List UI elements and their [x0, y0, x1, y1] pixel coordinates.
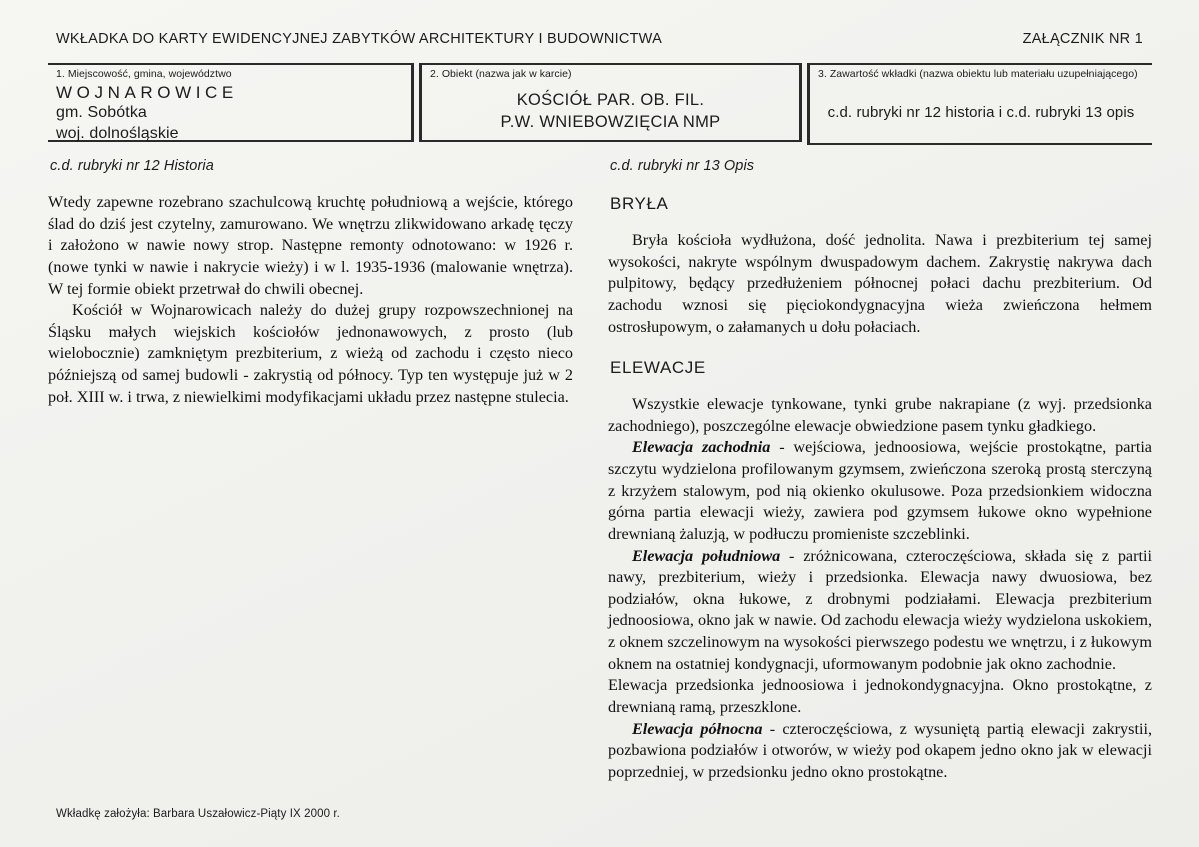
description-caption: c.d. rubryki nr 13 Opis [610, 158, 755, 174]
content-description: c.d. rubryki nr 12 historia i c.d. rubryki 13 opis [827, 104, 1135, 122]
header-cell-content-label: 3. Zawartość wkładki (nazwa obiektu lub materiału uzupełniającego) [818, 68, 1138, 80]
elevation-west-paragraph [608, 437, 1152, 545]
history-paragraph-2: Kościół w Wojnarowicach należy do dużej grupy rozpowszechnionej na Śląsku małych wiejskich kościołów jednonawowych, z prosto (lub wielobocznie) zamkniętym prezbiterium, z wieżą od zachodu i często nieco późniejszą od samej budowli - zakrystią od północy. Typ ten występuje już w 2 poł. XIII w. i trwa, z niewielkimi modyfikacjami układu przez następne stulecia. [48, 301, 573, 406]
locality-name: WOJNAROWICE [56, 83, 238, 103]
elevation-north-paragraph [608, 719, 1152, 784]
header-cell-locality-label: 1. Miejscowość, gmina, województwo [56, 68, 232, 80]
column-description [608, 158, 1152, 783]
header-cell-locality-body [56, 82, 403, 144]
elevation-south-text: - zróżnicowana, czteroczęściowa, składa się z partii nawy, prezbiterium, wieży i przedsionka. Elewacja nawy dwuosiowa, bez podziałów, okna łukowe, z drobnymi podziałami. Elewacja prezbiterium jednoosiowa, okno jak w nawie. Od zachodu elewacja wieży wydzielona uskokiem, z oknem szczelinowym na wysokości pierwszego podestu we wnętrzu, i z łukowym oknem na ostatniej kondygnacji, uformowanym podobnie jak okno zachodnie. [608, 546, 1152, 673]
history-caption: c.d. rubryki nr 12 Historia [50, 158, 214, 174]
elevation-west-runin: Elewacja zachodnia [632, 438, 771, 457]
object-name-line-1: KOŚCIÓŁ PAR. OB. FIL. [516, 91, 705, 110]
bryla-text [608, 230, 1152, 338]
footer-credit: Wkładkę założyła: Barbara Uszałowicz-Piąty IX 2000 r. [56, 808, 340, 820]
heading-elewacje: ELEWACJE [610, 358, 706, 378]
header-cell-content-body [818, 103, 1144, 123]
vestibule-paragraph: Elewacja przedsionka jednoosiowa i jednokondygnacyjna. Okno prostokątne, z drewnianą ramą, przeszklone. [608, 676, 1152, 716]
header-cell-object-label: 2. Obiekt (nazwa jak w karcie) [430, 68, 572, 80]
header-cell-locality [48, 63, 414, 142]
elevation-west-text: - wejściowa, jednoosiowa, wejście prostokątne, partia szczytu wydzielona profilowanym gzymsem, zwieńczona szeroką prostą sterczyną z krzyżem stalowym, pod nią okienko okulusowe. Poza przedsionkiem widoczna górna partia elewacji wieży, zawiera pod gzymsem łukowe okno wypełnione drewnianą żaluzją, w podłuczu promieniste szczeblinki. [608, 438, 1152, 543]
heading-bryla: BRYŁA [610, 194, 669, 213]
elevation-south-paragraph [608, 546, 1152, 676]
header-cell-object [419, 63, 802, 142]
elevation-north-runin: Elewacja północna [632, 719, 763, 738]
document-title: WKŁADKA DO KARTY EWIDENCYJNEJ ZABYTKÓW ARCHITEKTURY I BUDOWNICTWA [56, 31, 662, 47]
header-table [48, 63, 1152, 145]
elewacje-text [608, 394, 1152, 783]
header-cell-content [807, 63, 1152, 145]
header-cell-object-body [430, 90, 791, 133]
elevation-north-text: - czteroczęściowa, z wysuniętą partią elewacji zakrystii, pozbawiona podziałów i otworów, w wieży pod okapem jedno okno jak w elewacji poprzedniej, w przedsionku jedno okno prostokątne. [608, 719, 1152, 781]
elewacje-intro-paragraph: Wszystkie elewacje tynkowane, tynki grube nakrapiane (z wyj. przedsionka zachodniego), poszczególne elewacje obwiedzione pasem tynku gładkiego. [608, 395, 1152, 435]
object-name-line-2: P.W. WNIEBOWZIĘCIA NMP [500, 112, 721, 131]
history-text [48, 192, 573, 408]
history-paragraph-1: Wtedy zapewne rozebrano szachulcową kruchtę południową a wejście, którego ślad do dziś jest czytelny, zamurowano. We wnętrzu zlikwidowano arkadę tęczy i założono w nawie nowy strop. Następne remonty odnotowano: w 1926 r. (nowe tynki w nawie i nakrycie wieży) i w l. 1935-1936 (malowanie wnętrza). W tej formie obiekt przetrwał do chwili obecnej. [48, 193, 573, 298]
elevation-south-runin: Elewacja południowa [632, 546, 781, 565]
annex-label: ZAŁĄCZNIK NR 1 [1022, 31, 1143, 47]
voivodeship-name: woj. dolnośląskie [56, 124, 179, 142]
bryla-paragraph: Bryła kościoła wydłużona, dość jednolita. Nawa i prezbiterium tej samej wysokości, nakryte wspólnym dwuspadowym dachem. Zakrystię nakrywa dach pulpitowy, będący przedłużeniem północnej połaci dachu prezbiterium. Od zachodu wznosi się pięciokondygnacyjna wieża zwieńczona hełmem ostrosłupowym, o załamanych u dołu połaciach. [608, 231, 1152, 336]
document-header-row [56, 31, 1143, 47]
column-history [48, 158, 573, 408]
commune-name: gm. Sobótka [56, 104, 147, 122]
